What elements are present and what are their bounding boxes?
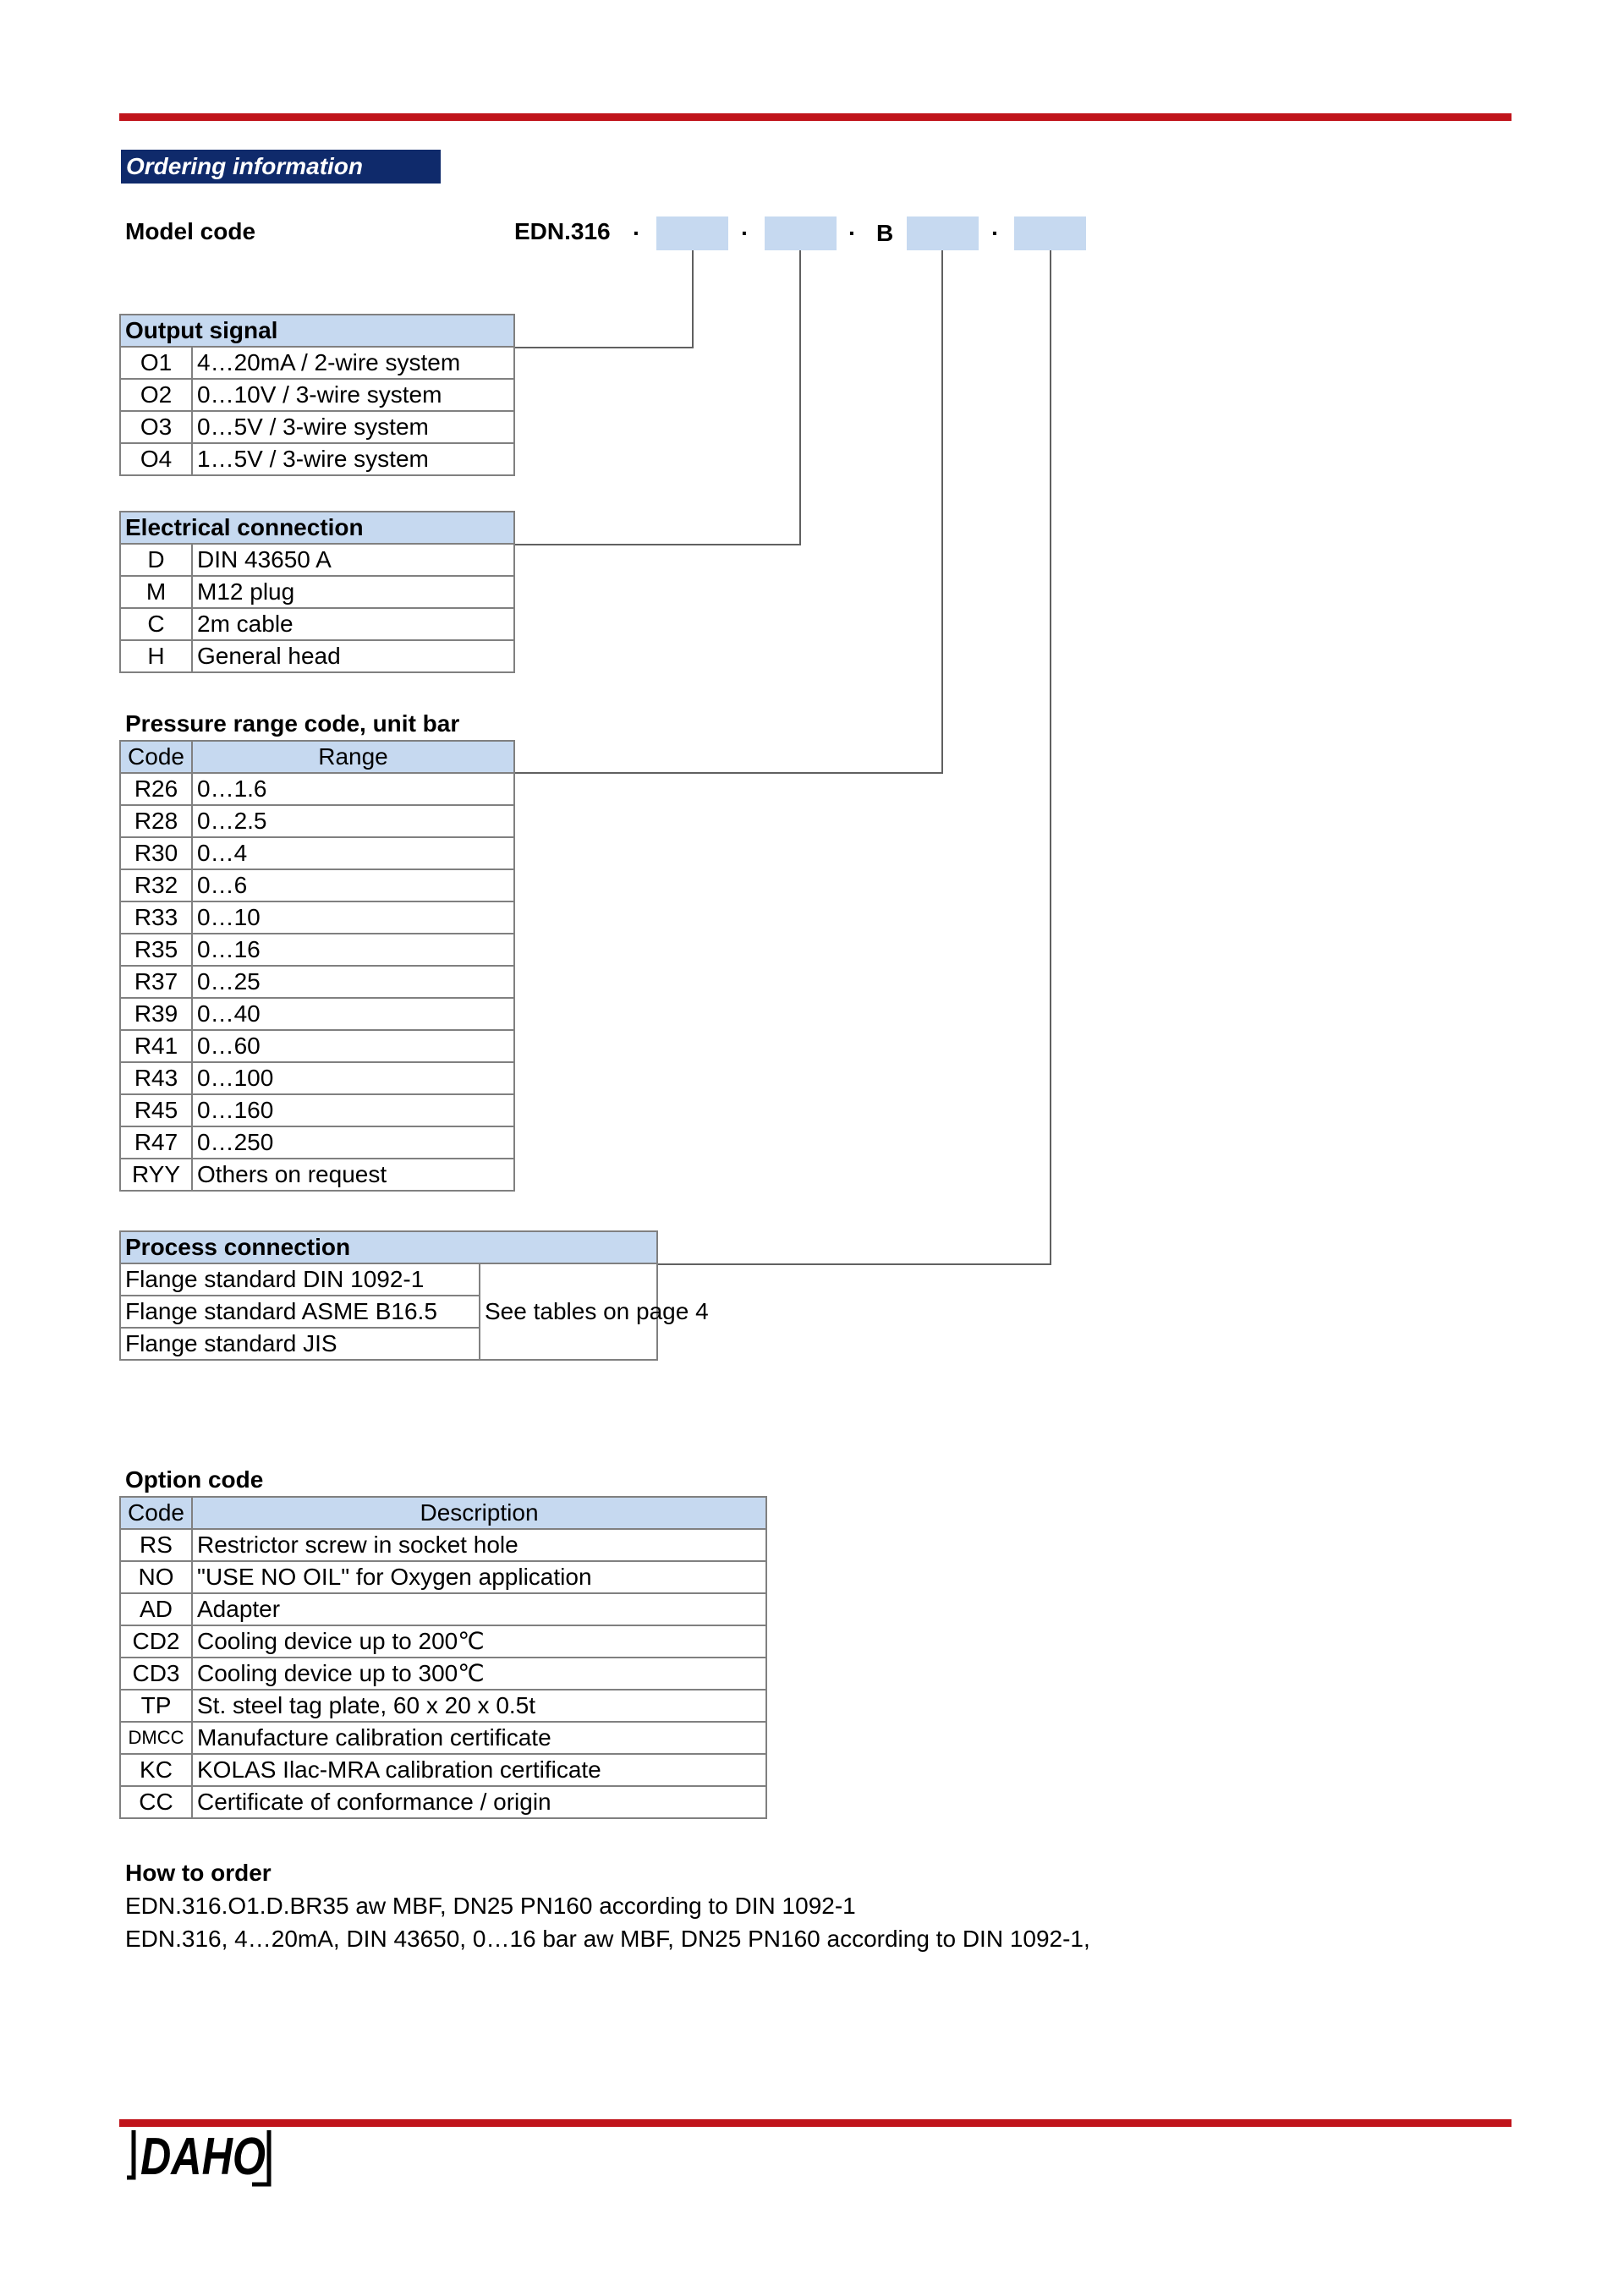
table-row: M M12 plug [120,576,514,608]
table-row [120,1754,766,1786]
option-description: Certificate of conformance / origin [192,1786,766,1818]
table-row [120,1786,766,1818]
table-row [120,1625,766,1658]
option-code: KC [120,1754,192,1786]
range-value: 0…250 [192,1126,514,1159]
electrical-connection-table [119,511,515,673]
option-code: CC [120,1786,192,1818]
table-row: Flange standard DIN 1092-1 See tables on page 4 [120,1263,657,1296]
table-row [120,1062,514,1094]
option-code: NO [120,1561,192,1593]
how-to-order-title: How to order [125,1860,272,1886]
process-connection-table [119,1230,709,1361]
range-code: R39 [120,998,192,1030]
connector-output [514,250,693,348]
table-row [120,966,514,998]
table-row [120,773,514,805]
option-code-title: Option code [125,1466,264,1493]
range-code: R43 [120,1062,192,1094]
connector-pressure [514,250,942,773]
how-to-order-line-2: EDN.316, 4…20mA, DIN 43650, 0…16 bar aw MBF, DN25 PN160 according to DIN 1092-1, [125,1926,1090,1952]
range-code: R47 [120,1126,192,1159]
pressure-range-title: Pressure range code, unit bar [125,710,460,737]
table-row [120,1159,514,1191]
table-row: C 2m cable [120,608,514,640]
table-row [120,837,514,869]
col-header-range: Range [192,741,514,773]
range-code: R33 [120,901,192,934]
table-row [120,1561,766,1593]
range-code: R26 [120,773,192,805]
table-row: H General head [120,640,514,672]
table-row [120,1030,514,1062]
range-code: R45 [120,1094,192,1126]
range-code: R32 [120,869,192,901]
table-row [120,1593,766,1625]
process-connection-title: Process connection [120,1231,657,1263]
option-description: Adapter [192,1593,766,1625]
range-value: 0…6 [192,869,514,901]
range-code: RYY [120,1159,192,1191]
option-description: St. steel tag plate, 60 x 20 x 0.5t [192,1690,766,1722]
electrical-connection-title: Electrical connection [120,512,514,544]
range-value: 0…10 [192,901,514,934]
table-row [120,998,514,1030]
pressure-range-table [119,740,515,1192]
separator-dot: · [991,220,1000,246]
table-row: O1 4…20mA / 2-wire system [120,347,514,379]
range-value: Others on request [192,1159,514,1191]
separator-dot: · [633,220,641,246]
range-code: R41 [120,1030,192,1062]
option-code: CD2 [120,1625,192,1658]
section-title: Ordering information [121,150,441,184]
range-value: 0…160 [192,1094,514,1126]
option-description: KOLAS Ilac-MRA calibration certificate [192,1754,766,1786]
process-connection-note: See tables on page 4 [480,1263,657,1360]
table-row: O3 0…5V / 3-wire system [120,411,514,443]
table-row [120,1094,514,1126]
option-code: RS [120,1529,192,1561]
table-row [120,1722,766,1754]
how-to-order-line-1: EDN.316.O1.D.BR35 aw MBF, DN25 PN160 according to DIN 1092-1 [125,1893,856,1919]
table-row [120,1690,766,1722]
table-row: D DIN 43650 A [120,544,514,576]
option-code: TP [120,1690,192,1722]
option-code: DMCC [120,1722,192,1754]
col-header-code: Code [120,741,192,773]
option-description: Manufacture calibration certificate [192,1722,766,1754]
separator-dot: · [741,220,749,246]
range-value: 0…2.5 [192,805,514,837]
option-description: Cooling device up to 200℃ [192,1625,766,1658]
range-code: R30 [120,837,192,869]
option-code-table [119,1496,767,1819]
option-description: "USE NO OIL" for Oxygen application [192,1561,766,1593]
range-value: 0…4 [192,837,514,869]
range-code: R28 [120,805,192,837]
connector-process [656,250,1051,1264]
connector-electrical [514,250,800,545]
table-row: O4 1…5V / 3-wire system [120,443,514,475]
option-description: Restrictor screw in socket hole [192,1529,766,1561]
table-row [120,869,514,901]
table-row [120,934,514,966]
fixed-letter: B [876,220,894,246]
table-row: Flange standard JIS [120,1328,657,1360]
output-signal-title: Output signal [120,315,514,347]
separator-dot: · [848,220,857,246]
range-value: 0…100 [192,1062,514,1094]
range-value: 0…60 [192,1030,514,1062]
model-code-prefix: EDN.316 [514,218,611,244]
table-row [120,805,514,837]
range-value: 0…1.6 [192,773,514,805]
col-header-code: Code [120,1497,192,1529]
table-row [120,1529,766,1561]
col-header-description: Description [192,1497,766,1529]
brand-text: DAHO [140,2128,266,2186]
range-value: 0…25 [192,966,514,998]
option-code: CD3 [120,1658,192,1690]
range-code: R37 [120,966,192,998]
table-row [120,1658,766,1690]
table-row [120,1126,514,1159]
output-signal-table [119,314,515,476]
table-row: Flange standard ASME B16.5 [120,1296,657,1328]
range-value: 0…40 [192,998,514,1030]
table-row [120,901,514,934]
option-description: Cooling device up to 300℃ [192,1658,766,1690]
option-code: AD [120,1593,192,1625]
daho-logo [125,2112,277,2189]
range-code: R35 [120,934,192,966]
range-value: 0…16 [192,934,514,966]
model-code-label: Model code [125,218,256,244]
bottom-rule [119,2119,1512,2127]
table-row: O2 0…10V / 3-wire system [120,379,514,411]
